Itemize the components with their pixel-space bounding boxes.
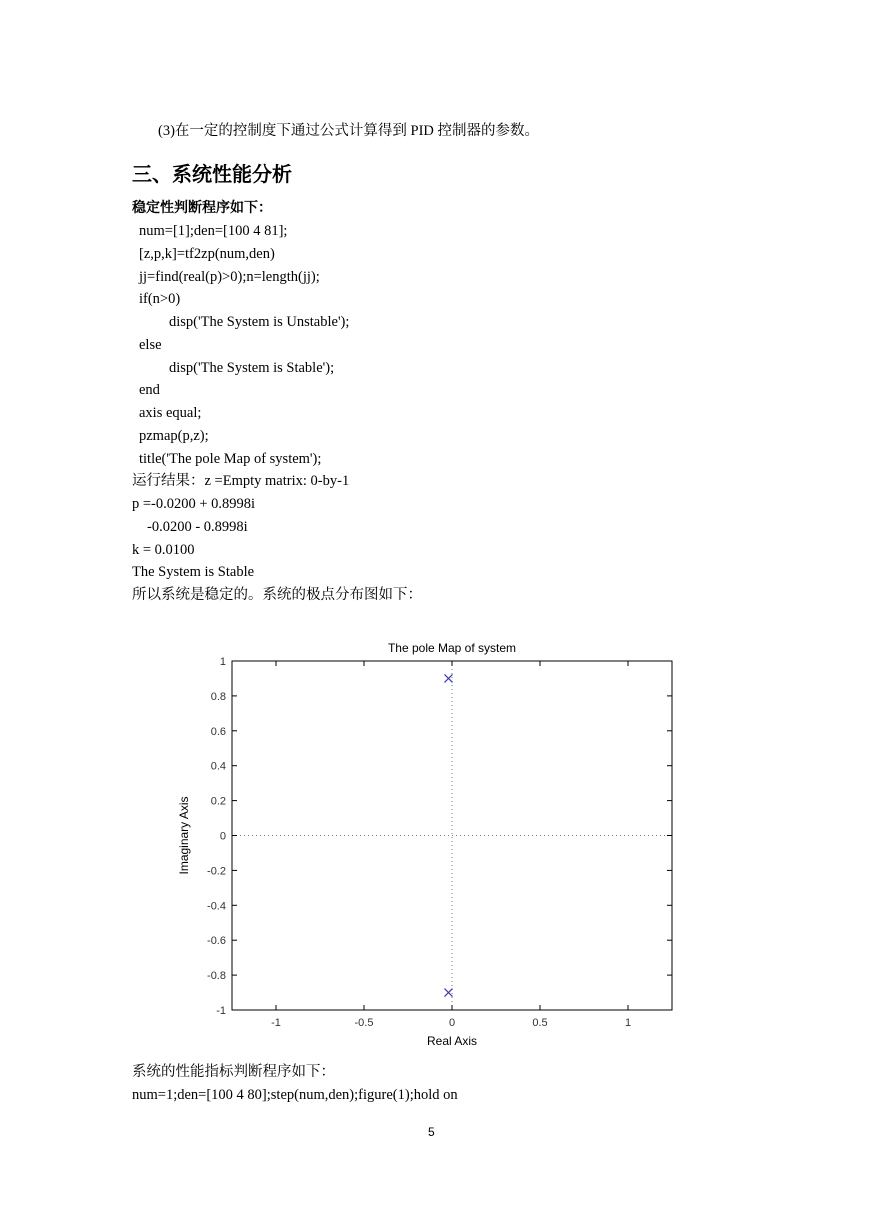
code-line: title('The pole Map of system'); — [139, 451, 322, 467]
x-tick-label: -1 — [271, 1017, 281, 1029]
y-tick-label: 1 — [219, 656, 226, 668]
y-tick-label: -0.2 — [207, 865, 226, 878]
x-axis-label: Real Axis — [426, 1034, 478, 1048]
x-tick-label: 0 — [448, 1017, 456, 1029]
code-line: jj=find(real(p)>0);n=length(jj); — [139, 269, 320, 285]
code-line: axis equal; — [139, 405, 202, 421]
y-tick-label: -1 — [216, 1005, 226, 1017]
y-tick-label: -0.4 — [207, 900, 226, 913]
code-line: else — [139, 337, 162, 353]
code-line: [z,p,k]=tf2zp(num,den) — [139, 246, 275, 262]
page-number: 5 — [428, 1125, 435, 1139]
code-line: disp('The System is Unstable'); — [169, 314, 350, 330]
y-tick-label: 0 — [219, 830, 226, 843]
result-line: The System is Stable — [132, 564, 255, 580]
chart-title: The pole Map of system — [387, 641, 517, 655]
code-line: num=[1];den=[100 4 81]; — [139, 223, 288, 239]
result-line: k = 0.0100 — [132, 542, 195, 558]
x-tick-label: 1 — [624, 1017, 632, 1029]
y-tick-label: -0.8 — [207, 970, 226, 983]
intro-line: (3)在一定的控制度下通过公式计算得到 PID 控制器的参数。 — [158, 123, 540, 139]
y-tick-label: -0.6 — [207, 935, 226, 948]
section-heading: 三、系统性能分析 — [132, 162, 292, 186]
y-tick-label: 0.8 — [210, 690, 226, 703]
code-line: disp('The System is Stable'); — [169, 360, 335, 376]
result-line: 所以系统是稳定的。系统的极点分布图如下： — [132, 587, 422, 603]
x-tick-label: 0.5 — [532, 1017, 548, 1029]
after-line: 系统的性能指标判断程序如下： — [132, 1064, 335, 1080]
x-tick-label: -0.5 — [354, 1017, 374, 1029]
y-axis-label: Imaginary Axis — [177, 796, 191, 875]
after-line: num=1;den=[100 4 80];step(num,den);figure(1);hold on — [132, 1087, 458, 1103]
result-line: p =-0.0200 + 0.8998i — [132, 496, 256, 512]
code-line: end — [139, 382, 160, 398]
y-tick-label: 0.2 — [210, 795, 226, 808]
subheading: 稳定性判断程序如下： — [132, 200, 272, 216]
result-line: -0.0200 - 0.8998i — [147, 519, 248, 535]
result-line: 运行结果：z =Empty matrix: 0-by-1 — [132, 473, 350, 489]
y-tick-label: 0.6 — [210, 725, 226, 738]
code-line: pzmap(p,z); — [139, 428, 209, 444]
y-tick-label: 0.4 — [210, 760, 226, 773]
code-line: if(n>0) — [139, 291, 181, 307]
